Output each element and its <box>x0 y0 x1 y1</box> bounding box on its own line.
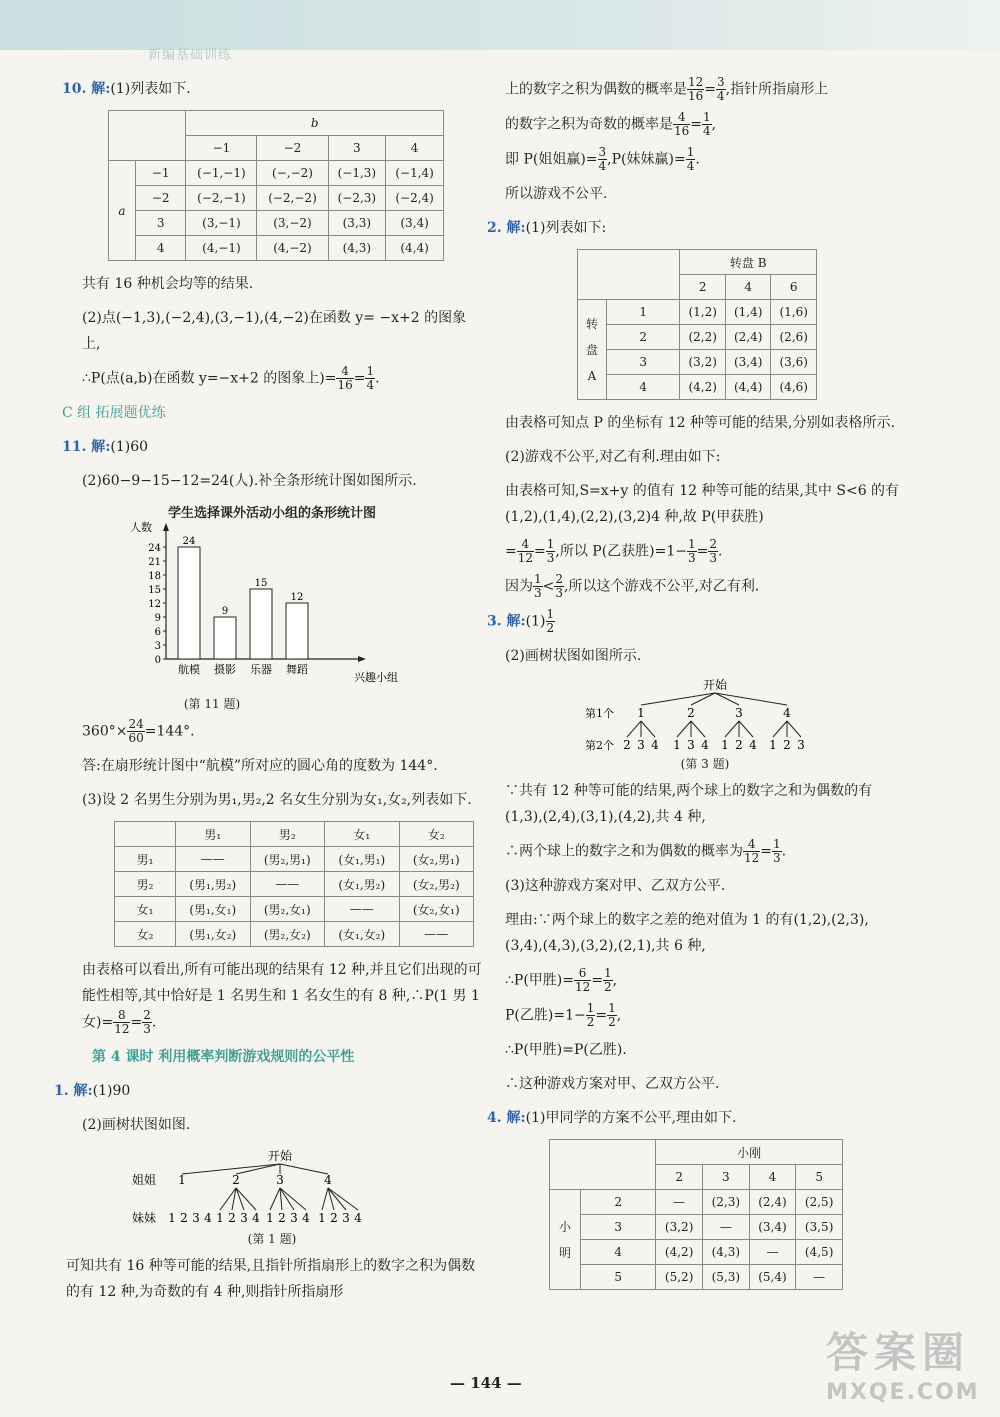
q4-table: 小刚 2 3 4 5 小 明 2 — (2,3) (2,4) (2,5) 3 (3,2) — (3,4) (3,5) 4 (4,2) (4,3) — (4,5) 5 (5,2) (5,3) (5,4) — <box>549 1139 843 1290</box>
q11-line5: (3)设 2 名男生分别为男₁,男₂,2 名女生分别为女₁,女₂,列表如下. <box>82 792 472 808</box>
q3-line10: ∴这种游戏方案对甲、乙双方公平. <box>505 1076 720 1092</box>
tree-node-l2: 2 <box>735 738 743 752</box>
tree-node-l2: 4 <box>749 738 757 752</box>
q3-line2: (2)画树状图如图所示. <box>505 648 642 664</box>
q2-line5: = $\frac{4}{12}$ = $\frac{1}{3}$ ,所以 P(乙获胜)=1− $\frac{1}{3}$ = $\frac{2}{3}$ . <box>505 537 723 565</box>
tree-node-l1: 1 <box>637 706 645 720</box>
tree-branch <box>270 1188 280 1210</box>
tree-node-l2: 3 <box>637 738 645 752</box>
table-row: 女₂ (男₁,女₂) (男₂,女₂) (女₁,女₂) —— <box>115 922 474 947</box>
q10-line1: 10. 解:(1)列表如下. <box>62 81 191 97</box>
tree-branch <box>280 1188 306 1210</box>
q11-line3: 360°× $\frac{24}{60}$ =144°. <box>82 717 195 745</box>
bar-乐器 <box>250 589 272 659</box>
y-tick-label: 21 <box>148 557 161 568</box>
y-tick-label: 6 <box>154 627 161 638</box>
q3-caption: (第 3 题) <box>680 757 730 771</box>
header-band <box>0 0 1000 50</box>
tree-branch <box>322 1188 328 1210</box>
tree-node-l2: 3 <box>290 1211 298 1225</box>
bar-value-label: 9 <box>221 606 229 617</box>
bar-value-label: 12 <box>290 592 304 603</box>
header-text: 新编基础训练 <box>148 48 233 63</box>
r-line2: 的数字之积为奇数的概率是 $\frac{4}{16}$ = $\frac{1}{4}$ , <box>505 110 717 138</box>
tree-node-l2: 3 <box>687 738 695 752</box>
table-row: 3 (3,−1) (3,−2) (3,3) (3,4) <box>109 211 444 236</box>
tree-root: 开始 <box>702 678 728 692</box>
q3-line1: 3. 解:(1) $\frac{1}{2}$ <box>487 607 555 635</box>
tree-node-l1: 2 <box>232 1173 240 1187</box>
q3-line9: ∴P(甲胜)=P(乙胜). <box>505 1042 627 1058</box>
lesson-title: 第 4 课时 利用概率判断游戏规则的公平性 <box>92 1049 355 1065</box>
q11-line1: 11. 解:(1)60 <box>62 439 149 455</box>
tree-branch <box>715 693 787 705</box>
tree-branch <box>787 721 801 737</box>
tree-node-l2: 4 <box>651 738 659 752</box>
q3-line7: ∴P(甲胜)= $\frac{6}{12}$ = $\frac{1}{2}$ , <box>505 966 618 994</box>
tree-node-l2: 3 <box>192 1211 200 1225</box>
page-number: — 144 — <box>450 1374 522 1392</box>
q10-title: 10. 解: <box>62 81 111 97</box>
q1-tree-diagram <box>132 1146 432 1228</box>
x-tick-label: 摄影 <box>214 663 236 676</box>
tree-root: 开始 <box>267 1149 293 1163</box>
tree-node-l2: 1 <box>266 1211 274 1225</box>
tree-node-l2: 1 <box>769 738 777 752</box>
q10-table: b −1 −2 3 4 a −1 (−1,−1) (−,−2) (−1,3) (−1,4) −2 (−2,−1) (−2,−2) (−2,3) (−2,4) 3 (3,−1) (3,−2) (3,3) (3,4) 4 (4,−1) (4,−2) (4,3) (4,4) <box>108 110 444 261</box>
tree-node-l2: 1 <box>216 1211 224 1225</box>
tree-node-l2: 4 <box>701 738 709 752</box>
tree-branch <box>182 1164 280 1174</box>
q3-line8: P(乙胜)=1− $\frac{1}{2}$ = $\frac{1}{2}$ , <box>505 1001 622 1029</box>
table-row: 男₁ —— (男₂,男₁) (女₁,男₁) (女₂,男₁) <box>115 847 474 872</box>
y-tick-label: 9 <box>154 613 161 624</box>
chart-svg <box>122 521 422 689</box>
tree-branch <box>627 721 641 737</box>
table-row: 2 (2,2) (2,4) (2,6) <box>578 325 817 350</box>
table-row: 5 (5,2) (5,3) (5,4) — <box>550 1265 843 1290</box>
q3-line4: ∴两个球上的数字之和为偶数的概率为 $\frac{4}{12}$ = $\frac{1}{3}$ . <box>505 837 787 865</box>
tree-branch <box>280 1164 328 1174</box>
table-row: 女₁ (男₁,女₁) (男₂,女₁) —— (女₂,女₁) <box>115 897 474 922</box>
q11-table: 男₁ 男₂ 女₁ 女₂ 男₁ —— (男₂,男₁) (女₁,男₁) (女₂,男₁) 男₂ (男₁,男₂) —— (女₁,男₂) (女₂,男₂) 女₁ (男₁,女₁) (男₂,女₁) —— (女₂,女₁) 女₂ (男₁,女₂) (男₂,女₂) (女₁,女₂) —— <box>114 821 474 947</box>
q2-line1: 2. 解:(1)列表如下: <box>487 220 607 236</box>
bar-舞蹈 <box>286 603 308 659</box>
y-axis-arrow <box>163 523 169 531</box>
q11-line2: (2)60−9−15−12=24(人).补全条形统计图如图所示. <box>82 473 417 489</box>
table-row: 3 (3,2) — (3,4) (3,5) <box>550 1215 843 1240</box>
q3-line6: 理由:∵两个球上的数字之差的绝对值为 1 的有(1,2),(2,3),(3,4),(4,3),(3,2),(2,1),共 6 种, <box>505 912 869 954</box>
x-axis-label: 兴趣小组 <box>354 671 398 684</box>
y-tick-label: 3 <box>154 641 161 652</box>
tree-branch <box>725 721 739 737</box>
tree-node-l2: 4 <box>302 1211 310 1225</box>
bar-摄影 <box>214 617 236 659</box>
q11-line4: 答:在扇形统计图中“航模”所对应的圆心角的度数为 144°. <box>82 758 438 774</box>
table-row: −2 (−2,−1) (−2,−2) (−2,3) (−2,4) <box>109 186 444 211</box>
bar-value-label: 24 <box>182 536 196 547</box>
q1-caption: (第 1 题) <box>247 1232 297 1246</box>
q10-line3: (2)点(−1,3),(−2,4),(3,−1),(4,−2)在函数 y= −x+2 的图象上, <box>82 310 467 352</box>
x-tick-label: 舞蹈 <box>286 663 308 676</box>
tree-level-label: 第1个 <box>585 707 614 720</box>
y-tick-label: 12 <box>148 599 161 610</box>
left-column <box>54 76 482 1313</box>
q2-line2: 由表格可知点 P 的坐标有 12 种等可能的结果,分别如表格所示. <box>505 415 895 431</box>
q2-line4: 由表格可知,S=x+y 的值有 12 种等可能的结果,其中 S<6 的有(1,2),(1,4),(2,2),(3,2)4 种,故 P(甲获胜) <box>505 483 900 525</box>
bar-value-label: 15 <box>254 578 268 589</box>
x-tick-label: 航模 <box>178 663 200 676</box>
tree-node-l2: 3 <box>797 738 805 752</box>
tree-node-l2: 1 <box>168 1211 176 1225</box>
chart-caption: (第 11 题) <box>183 697 241 711</box>
table-row: 4 (4,2) (4,4) (4,6) <box>578 375 817 400</box>
q2-table: 转盘 B 2 4 6 转 盘 A 1 (1,2) (1,4) (1,6) 2 (2,2) (2,4) (2,6) 3 (3,2) (3,4) (3,6) 4 (4,2) (4,4) (4,6) <box>577 249 817 400</box>
tree-level-label: 姐姐 <box>132 1173 157 1187</box>
right-column <box>487 75 905 1300</box>
q2-line3: (2)游戏不公平,对乙有利.理由如下: <box>505 449 721 465</box>
q1-line3: 可知共有 16 种等可能的结果,且指针所指扇形上的数字之积为偶数的有 12 种,为奇数的有 4 种,则指针所指扇形 <box>66 1258 476 1300</box>
tree-node-l1: 3 <box>735 706 743 720</box>
r-line4: 所以游戏不公平. <box>505 186 608 202</box>
tree-node-l2: 2 <box>783 738 791 752</box>
y-tick-label: 0 <box>154 655 161 666</box>
q11-line6: 由表格可以看出,所有可能出现的结果有 12 种,并且它们出现的可能性相等,其中恰好是 1 名男生和 1 名女生的有 8 种,∴P(1 男 1 女)= $\frac{8}{12}$ = $\frac{2}{3}$ . <box>82 962 482 1036</box>
tree-branch <box>739 721 753 737</box>
tree-node-l2: 1 <box>721 738 729 752</box>
tree-node-l1: 3 <box>276 1173 284 1187</box>
tree-node-l2: 4 <box>252 1211 260 1225</box>
tree-node-l2: 4 <box>204 1211 212 1225</box>
r-line1: 上的数字之积为偶数的概率是 $\frac{12}{16}$ = $\frac{3}{4}$ ,指针所指扇形上 <box>505 75 829 103</box>
table-row: 男₂ (男₁,男₂) —— (女₁,男₂) (女₂,男₂) <box>115 872 474 897</box>
q3-line3: ∵共有 12 种等可能的结果,两个球上的数字之和为偶数的有(1,3),(2,4),(3,1),(4,2),共 4 种, <box>505 783 873 825</box>
tree-node-l2: 3 <box>342 1211 350 1225</box>
section-c-title: C 组 拓展题优练 <box>62 405 166 421</box>
tree-branch <box>691 721 705 737</box>
table-row: 3 (3,2) (3,4) (3,6) <box>578 350 817 375</box>
tree-node-l2: 2 <box>330 1211 338 1225</box>
tree-node-l2: 2 <box>623 738 631 752</box>
tree-branch <box>677 721 691 737</box>
tree-branch <box>236 1188 256 1210</box>
table-row: 4 (4,2) (4,3) — (4,5) <box>550 1240 843 1265</box>
table-row: 小 明 2 — (2,3) (2,4) (2,5) <box>550 1190 843 1215</box>
tree-node-l1: 2 <box>687 706 695 720</box>
table-row: a −1 (−1,−1) (−,−2) (−1,3) (−1,4) <box>109 161 444 186</box>
table-row: 4 (4,−1) (4,−2) (4,3) (4,4) <box>109 236 444 261</box>
tree-branch <box>641 721 655 737</box>
q4-line1: 4. 解:(1)甲同学的方案不公平,理由如下. <box>487 1110 737 1126</box>
tree-node-l2: 3 <box>240 1211 248 1225</box>
q10-line4: ∴P(点(a,b)在函数 y=−x+2 的图象上)= $\frac{4}{16}$ = $\frac{1}{4}$ . <box>82 364 380 392</box>
tree-node-l2: 2 <box>180 1211 188 1225</box>
chart-title: 学生选择课外活动小组的条形统计图 <box>167 506 376 521</box>
tree-node-l2: 1 <box>318 1211 326 1225</box>
y-tick-label: 15 <box>148 585 161 596</box>
x-tick-label: 乐器 <box>250 663 272 676</box>
bar-chart <box>122 502 482 712</box>
q3-line5: (3)这种游戏方案对甲、乙双方公平. <box>505 878 726 894</box>
y-axis-label: 人数 <box>130 521 152 534</box>
tree-node-l2: 2 <box>228 1211 236 1225</box>
r-line3: 即 P(姐姐赢)= $\frac{3}{4}$ ,P(妹妹赢)= $\frac{1}{4}$ . <box>505 145 700 173</box>
tree-node-l2: 2 <box>278 1211 286 1225</box>
y-tick-label: 24 <box>148 543 161 554</box>
tree-level-label: 第2个 <box>585 739 614 752</box>
tree-level-label: 妹妹 <box>132 1211 157 1225</box>
table-row: 转 盘 A 1 (1,2) (1,4) (1,6) <box>578 300 817 325</box>
q3-tree-diagram <box>585 677 845 755</box>
tree-branch <box>236 1188 244 1210</box>
tree-node-l1: 1 <box>178 1173 186 1187</box>
bar-航模 <box>178 547 200 659</box>
tree-node-l1: 4 <box>783 706 791 720</box>
q1-line2: (2)画树状图如图. <box>82 1117 191 1133</box>
tree-node-l2: 1 <box>673 738 681 752</box>
tree-node-l1: 4 <box>324 1173 332 1187</box>
tree-branch <box>236 1164 280 1174</box>
tree-branch <box>773 721 787 737</box>
tree-node-l2: 4 <box>354 1211 362 1225</box>
q1-line1: 1. 解:(1)90 <box>54 1083 131 1099</box>
q10-line2: 共有 16 种机会均等的结果. <box>82 276 254 292</box>
x-axis-arrow <box>358 656 366 662</box>
q2-line6: 因为 $\frac{1}{3}$ < $\frac{2}{3}$ ,所以这个游戏不公平,对乙有利. <box>505 572 760 600</box>
y-tick-label: 18 <box>148 571 161 582</box>
watermark-logo: 答案圈 MXQE.COM <box>826 1328 980 1405</box>
